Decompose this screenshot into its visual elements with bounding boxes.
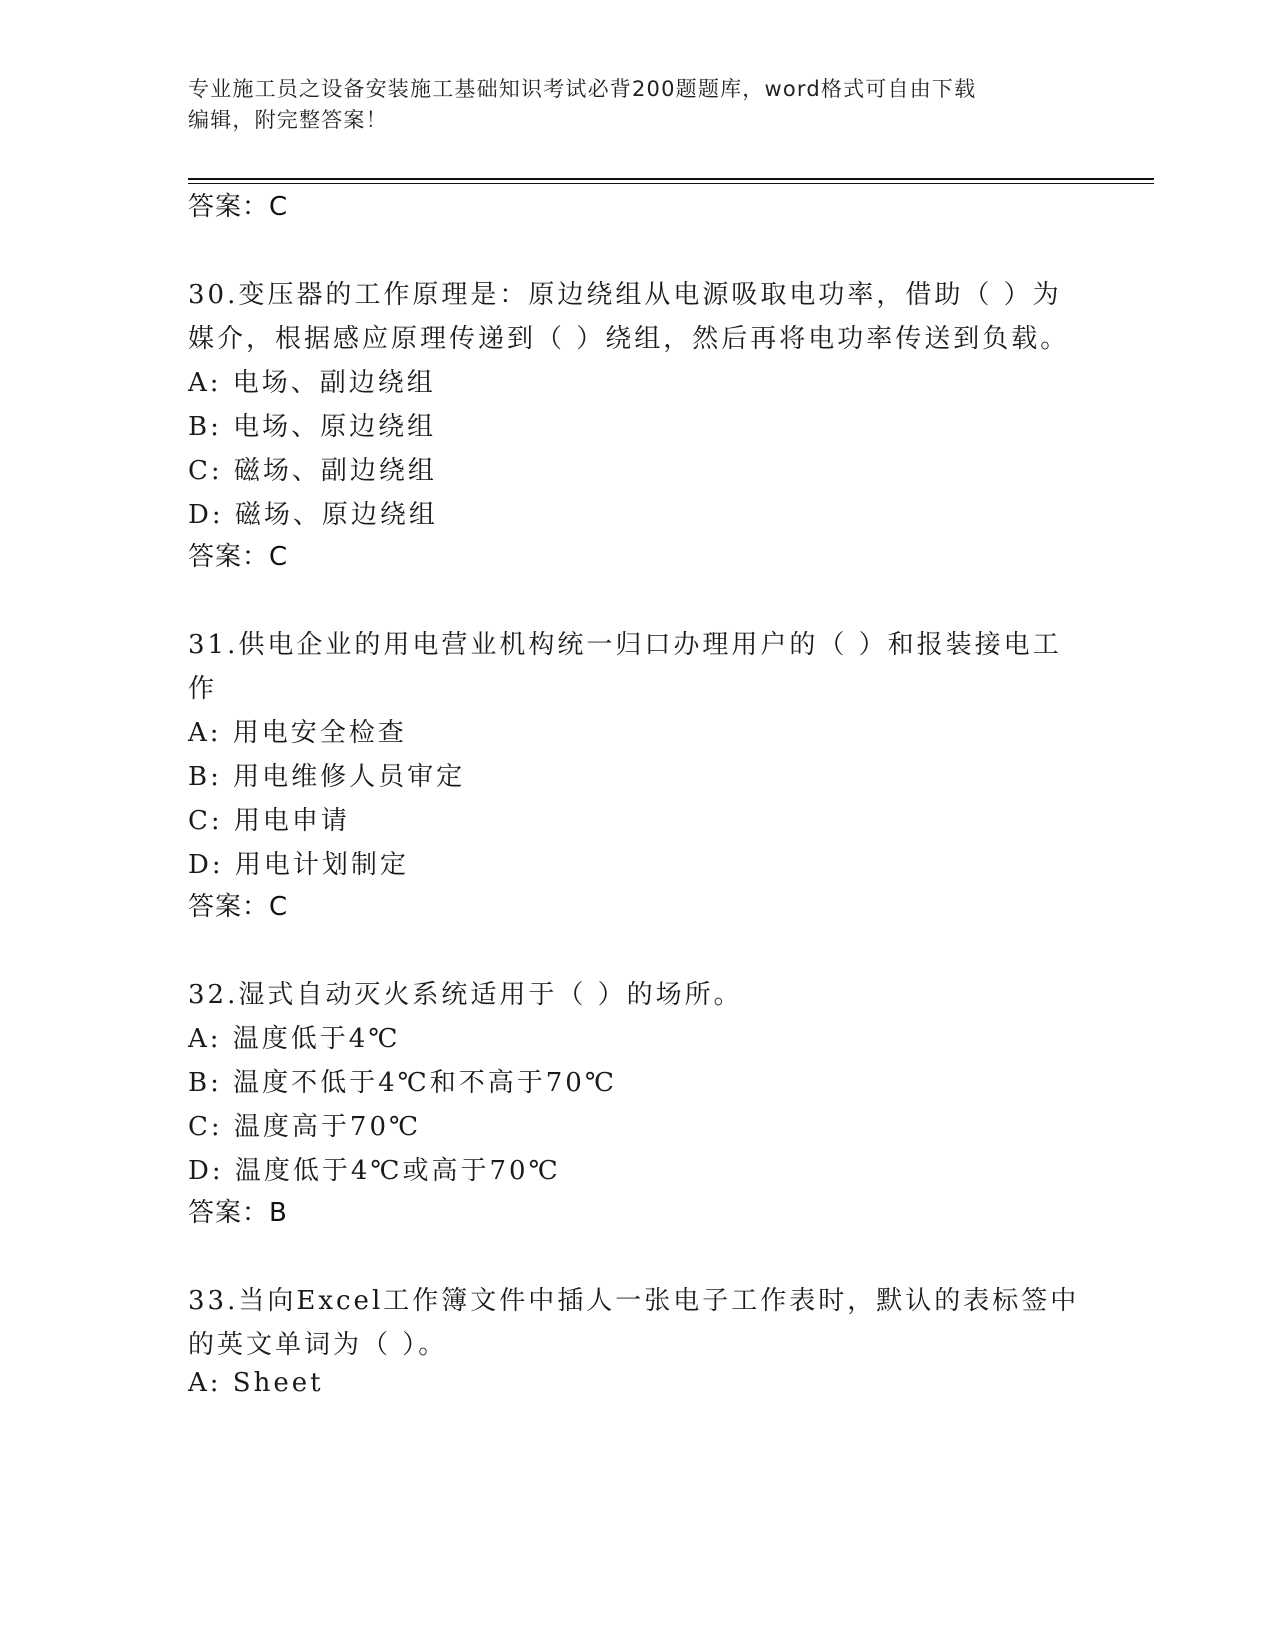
q31-option-d: D: 用电计划制定 bbox=[188, 850, 409, 880]
q32-answer: 答案：B bbox=[188, 1198, 288, 1228]
q30-option-a: A: 电场、副边绕组 bbox=[188, 368, 436, 398]
previous-answer: 答案：C bbox=[188, 192, 289, 222]
q31-stem-line-2: 作 bbox=[188, 674, 218, 704]
q31-option-c: C: 用电申请 bbox=[188, 806, 350, 836]
header-title-line-1: 专业施工员之设备安装施工基础知识考试必背200题题库，word格式可自由下载 bbox=[188, 77, 977, 101]
header-divider-thin bbox=[188, 183, 1154, 184]
q31-answer: 答案：C bbox=[188, 892, 289, 922]
q30-stem-line-1: 30.变压器的工作原理是：原边绕组从电源吸取电功率，借助（ ）为 bbox=[188, 280, 1062, 310]
q32-option-c: C: 温度高于70℃ bbox=[188, 1112, 422, 1142]
q32-option-d: D: 温度低于4℃或高于70℃ bbox=[188, 1156, 561, 1186]
q30-answer: 答案：C bbox=[188, 542, 289, 572]
q30-stem-line-2: 媒介，根据感应原理传递到（ ）绕组，然后再将电功率传送到负载。 bbox=[188, 324, 1070, 354]
q30-option-c: C: 磁场、副边绕组 bbox=[188, 456, 437, 486]
q31-stem-line-1: 31.供电企业的用电营业机构统一归口办理用户的（ ）和报装接电工 bbox=[188, 630, 1062, 660]
header-divider-thick bbox=[188, 178, 1154, 180]
q30-option-d: D: 磁场、原边绕组 bbox=[188, 500, 438, 530]
q31-option-b: B: 用电维修人员审定 bbox=[188, 762, 466, 792]
q30-option-b: B: 电场、原边绕组 bbox=[188, 412, 437, 442]
q32-option-b: B: 温度不低于4℃和不高于70℃ bbox=[188, 1068, 617, 1098]
q31-option-a: A: 用电安全检查 bbox=[188, 718, 407, 748]
q33-option-a: A: Sheet bbox=[188, 1368, 324, 1398]
header-title-line-2: 编辑，附完整答案！ bbox=[188, 108, 388, 132]
q33-stem-line-2: 的英文单词为（ ）。 bbox=[188, 1330, 448, 1360]
page-header bbox=[188, 74, 1068, 136]
q32-stem-line-1: 32.湿式自动灭火系统适用于（ ）的场所。 bbox=[188, 980, 743, 1010]
q32-option-a: A: 温度低于4℃ bbox=[188, 1024, 401, 1054]
q33-stem-line-1: 33.当向Excel工作簿文件中插人一张电子工作表时，默认的表标签中 bbox=[188, 1286, 1080, 1316]
